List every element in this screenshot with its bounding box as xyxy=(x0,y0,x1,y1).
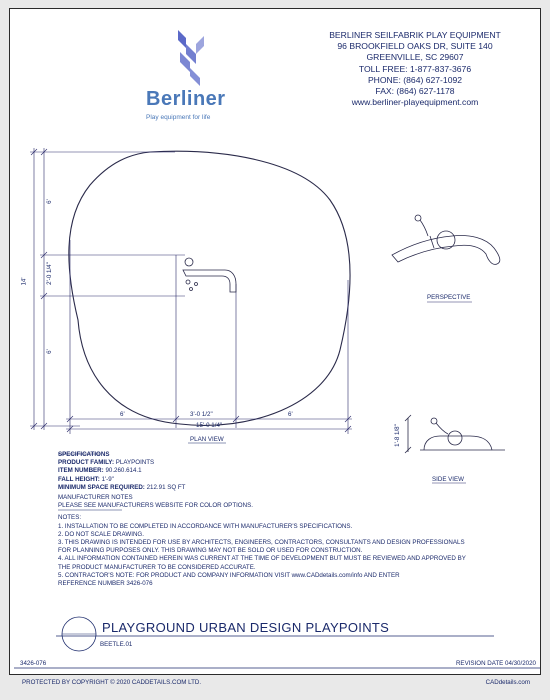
side-dim-height: 1'-8 1/8" xyxy=(393,424,401,447)
beetle-perspective-view xyxy=(392,215,500,264)
company-fax: FAX: (864) 627-1178 xyxy=(375,86,455,97)
drawing-title: PLAYGROUND URBAN DESIGN PLAYPOINTS xyxy=(102,620,390,635)
side-view-label: SIDE VIEW xyxy=(432,476,464,483)
sheet-number: 3426-076 xyxy=(20,660,47,667)
specs-heading: SPECIFICATIONS xyxy=(58,451,110,458)
perspective-label: PERSPECTIVE xyxy=(427,294,471,301)
logo-wordmark: Berliner xyxy=(146,88,226,110)
mfr-text: PLEASE SEE MANUFACTURERS WEBSITE FOR COLOR OPTIONS. xyxy=(58,502,253,510)
item-label: ITEM NUMBER: xyxy=(58,467,104,475)
plan-dimensions xyxy=(30,148,352,434)
beetle-side-view xyxy=(405,415,505,453)
note-line: REFERENCE NUMBER 3426-076 xyxy=(58,580,153,588)
berliner-logo-mark xyxy=(178,30,204,86)
company-website-link[interactable]: www.berliner-playequipment.com xyxy=(351,97,479,108)
dim-mid: 2'-0 1/4" xyxy=(45,262,53,285)
mfr-heading: MANUFACTURER NOTES xyxy=(58,494,133,502)
company-address-2: GREENVILLE, SC 29607 xyxy=(366,52,464,63)
notes-heading: NOTES: xyxy=(58,514,82,522)
company-toll-free: TOLL FREE: 1-877-837-3676 xyxy=(358,63,472,74)
dim-right: 6' xyxy=(288,411,293,418)
note-line: FOR PLANNING PURPOSES ONLY. THIS DRAWING MAY NOT BE SOLD OR USED FOR CONSTRUCTION. xyxy=(58,547,363,555)
space-label: MINIMUM SPACE REQUIRED: xyxy=(58,483,145,491)
space-value: 212.91 SQ FT xyxy=(146,483,186,491)
plan-view-label: PLAN VIEW xyxy=(190,436,224,443)
note-line: 3. THIS DRAWING IS INTENDED FOR USE BY ARCHITECTS, ENGINEERS, CONTRACTORS, CONSULTANTS AND DESIGN PROFESSIONALS xyxy=(58,539,465,547)
dim-top: 6' xyxy=(45,199,53,204)
note-line: 2. DO NOT SCALE DRAWING. xyxy=(58,530,144,538)
note-line: 1. INSTALLATION TO BE COMPLETED IN ACCORDANCE WITH MANUFACTURER'S SPECIFICATIONS. xyxy=(58,522,353,530)
note-line: 5. CONTRACTOR'S NOTE: FOR PRODUCT AND COMPANY INFORMATION VISIT www.CADdetails.com/info AND ENTER xyxy=(58,571,400,579)
dim-overall-width: 15'-0 1/4" xyxy=(196,422,223,429)
company-name: BERLINER SEILFABRIK PLAY EQUIPMENT xyxy=(329,30,501,40)
note-line: 4. ALL INFORMATION CONTAINED HEREIN WAS CURRENT AT THE TIME OF DEVELOPMENT BUT MUST BE REVIEWED AND APPROVED BY xyxy=(58,555,466,563)
plan-view-outline xyxy=(69,151,350,425)
company-address-1: 96 BROOKFIELD OAKS DR, SUITE 140 xyxy=(337,41,493,52)
copyright-notice: PROTECTED BY COPYRIGHT © 2020 CADDETAILS.COM LTD. xyxy=(22,679,202,686)
note-line: THE PRODUCT MANUFACTURER TO BE CONSIDERED ACCURATE. xyxy=(58,563,256,571)
beetle-plan-symbol xyxy=(183,258,236,292)
family-label: PRODUCT FAMILY: xyxy=(58,459,115,467)
dim-bottom: 6' xyxy=(45,349,53,354)
dim-overall-height: 14' xyxy=(20,277,28,286)
caddetails-link[interactable]: CADdetails.com xyxy=(485,679,530,686)
logo-tagline: Play equipment for life xyxy=(146,114,211,121)
family-value: PLAYPOINTS xyxy=(115,459,155,467)
revision-date: REVISION DATE 04/30/2020 xyxy=(455,660,536,667)
company-phone: PHONE: (864) 627-1092 xyxy=(367,74,463,85)
dim-center: 3'-0 1/2" xyxy=(190,411,213,418)
company-info-block xyxy=(300,30,530,108)
drawing-subtitle: BEETLE.01 xyxy=(100,641,133,648)
item-value: 90.260.614.1 xyxy=(105,467,142,475)
dim-left: 6' xyxy=(120,411,125,418)
fall-value: 1'-9" xyxy=(101,475,114,483)
fall-label: FALL HEIGHT: xyxy=(58,475,100,483)
specifications-block xyxy=(58,451,518,588)
